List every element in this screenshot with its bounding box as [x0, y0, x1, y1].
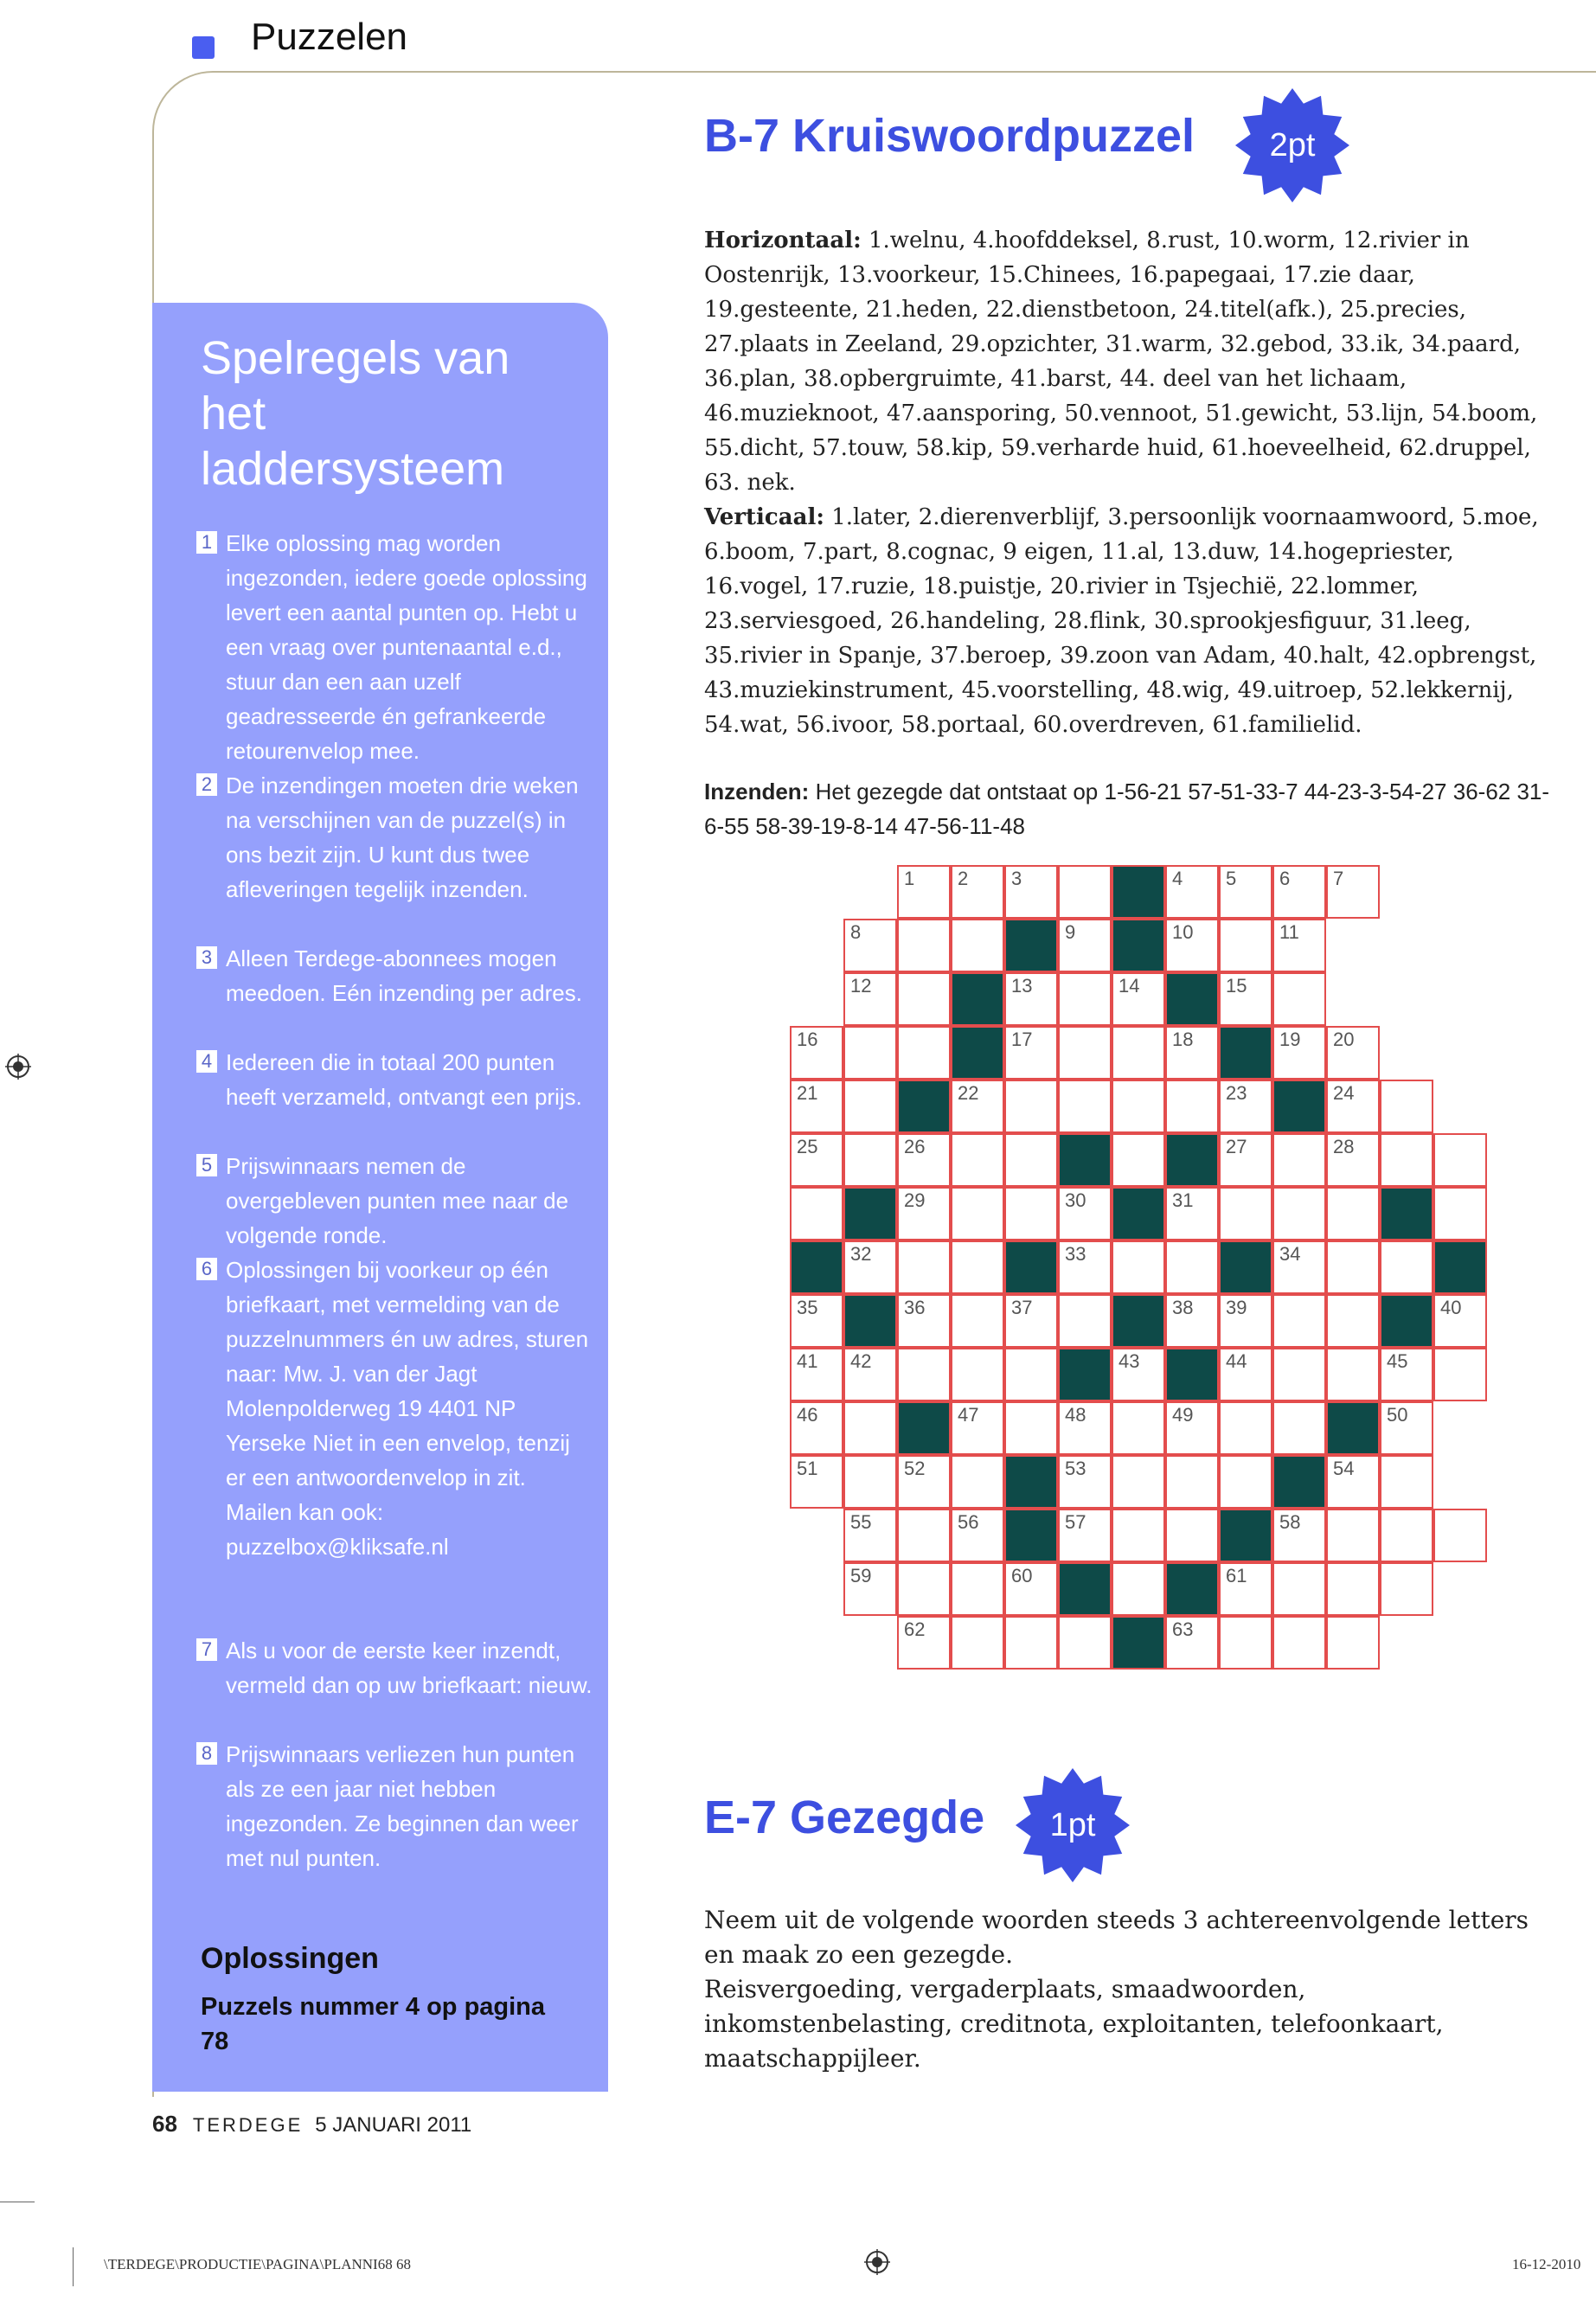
cell-number: 27 — [1226, 1136, 1247, 1157]
print-slug-date: 16-12-2010 — [1512, 2256, 1581, 2272]
cell-number: 28 — [1333, 1136, 1355, 1157]
cell-number: 22 — [958, 1082, 979, 1104]
grid-cell[interactable] — [897, 1294, 951, 1348]
grid-block — [1326, 1401, 1380, 1455]
magazine-name: TERDEGE — [192, 2114, 304, 2136]
grid-cell[interactable] — [843, 1080, 897, 1133]
grid-cell[interactable] — [1165, 1455, 1219, 1509]
grid-cell[interactable] — [1004, 1187, 1058, 1240]
section-title: Puzzelen — [251, 16, 408, 58]
rule-text: De inzendingen moeten drie weken na verschijnen van de puzzel(s) in ons bezit zijn. U kunt dus twee afleveringen tegelijk inzenden. — [226, 772, 579, 902]
cell-number: 19 — [1279, 1029, 1301, 1050]
grid-cell[interactable] — [1219, 1294, 1272, 1348]
grid-cell[interactable] — [1219, 1133, 1272, 1187]
grid-cell[interactable] — [843, 1562, 897, 1616]
grid-block — [843, 1294, 897, 1348]
grid-cell[interactable] — [897, 1240, 951, 1294]
grid-cell[interactable] — [1380, 1133, 1433, 1187]
grid-block — [1112, 1187, 1165, 1240]
cell-number: 52 — [904, 1458, 926, 1479]
page-number: 68 — [152, 2111, 177, 2137]
grid-cell[interactable] — [1112, 1509, 1165, 1562]
cell-number: 30 — [1065, 1189, 1086, 1211]
grid-cell[interactable] — [951, 1240, 1004, 1294]
grid-cell[interactable] — [951, 1455, 1004, 1509]
grid-cell[interactable] — [1058, 1455, 1112, 1509]
cell-number: 44 — [1226, 1350, 1247, 1372]
grid-block — [951, 1026, 1004, 1080]
grid-block — [1272, 1080, 1326, 1133]
cell-number: 7 — [1333, 868, 1344, 889]
grid-cell[interactable] — [790, 1026, 843, 1080]
grid-cell[interactable] — [1219, 865, 1272, 919]
grid-cell[interactable] — [1058, 1401, 1112, 1455]
grid-cell[interactable] — [843, 919, 897, 972]
grid-block — [897, 1401, 951, 1455]
grid-cell[interactable] — [1272, 1240, 1326, 1294]
grid-cell[interactable] — [1272, 1562, 1326, 1616]
cell-number: 36 — [904, 1297, 926, 1318]
grid-cell[interactable] — [843, 1509, 897, 1562]
rule-text: Elke oplossing mag worden ingezonden, iedere goede oplossing levert een aantal punten op. Hebt u een vraag over puntenaantal e.d., stuur dan een aan uzelf geadresseerde én gefrankeerde retourenvelop mee. — [226, 530, 587, 764]
grid-cell[interactable] — [1165, 1187, 1219, 1240]
grid-cell[interactable] — [1165, 1401, 1219, 1455]
grid-cell[interactable] — [1058, 1080, 1112, 1133]
cell-number: 63 — [1172, 1618, 1194, 1640]
oplossingen-subtitle: Puzzels nummer 4 op pagina 78 — [201, 1993, 546, 2055]
gezegde-words: Reisvergoeding, vergaderplaats, smaadwoorden, inkomstenbelasting, creditnota, exploitanten, telefoonkaart, maatschappijleer. — [704, 1975, 1444, 2073]
grid-cell[interactable] — [1165, 1294, 1219, 1348]
cell-number: 41 — [797, 1350, 818, 1372]
cell-number: 1 — [904, 868, 915, 889]
cell-number: 47 — [958, 1404, 979, 1426]
grid-cell[interactable] — [1272, 1133, 1326, 1187]
grid-block — [1004, 1455, 1058, 1509]
grid-block — [1380, 1187, 1433, 1240]
cell-number: 38 — [1172, 1297, 1194, 1318]
cell-number: 34 — [1279, 1243, 1301, 1265]
cell-number: 25 — [797, 1136, 818, 1157]
rule-number: 8 — [196, 1742, 217, 1765]
cell-number: 23 — [1226, 1082, 1247, 1104]
grid-cell[interactable] — [1165, 1509, 1219, 1562]
grid-block — [790, 1240, 843, 1294]
grid-cell[interactable] — [790, 1080, 843, 1133]
grid-cell[interactable] — [1380, 1562, 1433, 1616]
rule-text: Prijswinnaars nemen de overgebleven punten mee naar de volgende ronde. — [226, 1153, 569, 1248]
cell-number: 31 — [1172, 1189, 1194, 1211]
cell-number: 6 — [1279, 868, 1291, 889]
grid-cell[interactable] — [1004, 1080, 1058, 1133]
cell-number: 61 — [1226, 1565, 1247, 1586]
cell-number: 35 — [797, 1297, 818, 1318]
grid-cell[interactable] — [1272, 972, 1326, 1026]
oplossingen-title: Oplossingen — [201, 1942, 379, 1975]
cell-number: 13 — [1011, 975, 1033, 997]
cell-number: 62 — [904, 1618, 926, 1640]
cell-number: 40 — [1440, 1297, 1462, 1318]
grid-cell[interactable] — [1219, 1187, 1272, 1240]
cell-number: 39 — [1226, 1297, 1247, 1318]
grid-cell[interactable] — [1272, 865, 1326, 919]
cell-number: 14 — [1118, 975, 1140, 997]
grid-cell[interactable] — [1433, 1133, 1487, 1187]
grid-cell[interactable] — [1219, 1080, 1272, 1133]
rule-4 — [196, 1045, 594, 1114]
rule-2 — [196, 768, 594, 907]
cell-number: 56 — [958, 1511, 979, 1533]
grid-cell[interactable] — [1326, 1509, 1380, 1562]
grid-cell[interactable] — [951, 1348, 1004, 1401]
grid-cell[interactable] — [1433, 1294, 1487, 1348]
grid-cell[interactable] — [1004, 1294, 1058, 1348]
rule-number: 6 — [196, 1258, 217, 1280]
grid-cell[interactable] — [951, 1187, 1004, 1240]
grid-cell[interactable] — [1112, 1133, 1165, 1187]
grid-cell[interactable] — [1326, 865, 1380, 919]
rule-7 — [196, 1633, 594, 1702]
puzzle1-title: B-7 Kruiswoordpuzzel — [704, 110, 1195, 162]
grid-cell[interactable] — [1004, 972, 1058, 1026]
grid-cell[interactable] — [897, 865, 951, 919]
grid-cell[interactable] — [897, 972, 951, 1026]
grid-cell[interactable] — [897, 1616, 951, 1670]
gezegde-text — [704, 1903, 1561, 2076]
grid-cell[interactable] — [843, 1348, 897, 1401]
cell-number: 43 — [1118, 1350, 1140, 1372]
grid-cell[interactable] — [1272, 1294, 1326, 1348]
grid-cell[interactable] — [1112, 1026, 1165, 1080]
grid-cell[interactable] — [1165, 919, 1219, 972]
verticaal-clues: 1.later, 2.dierenverblijf, 3.persoonlijk voornaamwoord, 5.moe, 6.boom, 7.part, 8.cognac, 9 eigen, 11.al, 13.duw, 14.hogepriester, 16.vogel, 17.ruzie, 18.puistje, 20.rivier in Tsjechië, 22.lommer, 23.serviesgoed, 26.handeling, 28.flink, 30.sprookjesfiguur, 31.leeg, 35.rivier in Spanje, 37.beroep, 39.zoon van Adam, 40.halt, 42.opbrengst, 43.muziekinstrument, 45.voorstelling, 48.wig, 49.uitroep, 52.lekkernij, 54.wat, 56.ivoor, 58.portaal, 60.overdreven, 61.familielid. — [704, 504, 1539, 738]
grid-cell[interactable] — [843, 1455, 897, 1509]
grid-block — [1219, 1509, 1272, 1562]
grid-cell[interactable] — [1272, 1616, 1326, 1670]
grid-cell[interactable] — [1004, 1401, 1058, 1455]
grid-cell[interactable] — [951, 1080, 1004, 1133]
grid-cell[interactable] — [1433, 1348, 1487, 1401]
gezegde-intro: Neem uit de volgende woorden steeds 3 achtereenvolgende letters en maak zo een gezegde. — [704, 1906, 1529, 1969]
rule-number: 4 — [196, 1050, 217, 1073]
grid-cell[interactable] — [1272, 1401, 1326, 1455]
cell-number: 57 — [1065, 1511, 1086, 1533]
inzenden-label: Inzenden: — [704, 779, 810, 804]
grid-cell[interactable] — [951, 1401, 1004, 1455]
grid-cell[interactable] — [843, 1133, 897, 1187]
grid-cell[interactable] — [1112, 1240, 1165, 1294]
grid-cell[interactable] — [1380, 1240, 1433, 1294]
horizontaal-label: Horizontaal: — [704, 228, 862, 253]
grid-cell[interactable] — [1004, 1348, 1058, 1401]
rule-text: Oplossingen bij voorkeur op één briefkaart, met vermelding van de puzzelnummers én uw adres, sturen naar: Mw. J. van der Jagt Molenpolderweg 19 4401 NP Yerseke Niet in een envelop, tenzij er een antwoordenvelop in zit. Mailen kan ook: puzzelbox@kliksafe.nl — [226, 1257, 589, 1560]
grid-cell[interactable] — [790, 1133, 843, 1187]
cell-number: 11 — [1279, 921, 1299, 943]
grid-cell[interactable] — [1165, 1616, 1219, 1670]
grid-cell[interactable] — [1219, 1562, 1272, 1616]
grid-cell[interactable] — [1219, 1455, 1272, 1509]
grid-cell[interactable] — [1272, 1187, 1326, 1240]
grid-cell[interactable] — [843, 1026, 897, 1080]
grid-block — [1219, 1240, 1272, 1294]
grid-cell[interactable] — [1004, 1562, 1058, 1616]
grid-block — [1112, 1294, 1165, 1348]
grid-cell[interactable] — [843, 1401, 897, 1455]
cell-number: 58 — [1279, 1511, 1301, 1533]
grid-cell[interactable] — [951, 1616, 1004, 1670]
grid-cell[interactable] — [897, 1455, 951, 1509]
grid-cell[interactable] — [790, 1294, 843, 1348]
grid-cell[interactable] — [1112, 1348, 1165, 1401]
cell-number: 29 — [904, 1189, 926, 1211]
grid-cell[interactable] — [1433, 1509, 1487, 1562]
cell-number: 16 — [797, 1029, 818, 1050]
rule-number: 5 — [196, 1154, 217, 1176]
rule-5 — [196, 1149, 594, 1253]
registration-mark-icon — [864, 2249, 890, 2275]
grid-cell[interactable] — [1058, 1187, 1112, 1240]
grid-cell[interactable] — [1326, 1348, 1380, 1401]
grid-cell[interactable] — [1326, 1616, 1380, 1670]
grid-cell[interactable] — [897, 1026, 951, 1080]
puzzle2-title: E-7 Gezegde — [704, 1791, 985, 1843]
grid-cell[interactable] — [1219, 1616, 1272, 1670]
grid-cell[interactable] — [897, 1133, 951, 1187]
grid-block — [1112, 865, 1165, 919]
grid-cell[interactable] — [1112, 1455, 1165, 1509]
grid-cell[interactable] — [1058, 919, 1112, 972]
grid-cell[interactable] — [1004, 865, 1058, 919]
grid-cell[interactable] — [790, 1455, 843, 1509]
inzenden-instructions: Het gezegde dat ontstaat op 1-56-21 57-51-33-7 44-23-3-54-27 36-62 31-6-55 58-39-19-8-14 47-56-11-48 — [704, 779, 1550, 839]
grid-cell[interactable] — [1219, 1348, 1272, 1401]
cell-number: 50 — [1387, 1404, 1408, 1426]
grid-block — [1004, 1240, 1058, 1294]
grid-cell[interactable] — [1272, 919, 1326, 972]
grid-block — [1004, 1509, 1058, 1562]
grid-block — [1058, 1133, 1112, 1187]
grid-block — [1433, 1240, 1487, 1294]
grid-cell[interactable] — [897, 1562, 951, 1616]
page-footer — [152, 2111, 471, 2138]
grid-cell[interactable] — [1112, 1562, 1165, 1616]
cell-number: 12 — [850, 975, 872, 997]
grid-block — [1380, 1294, 1433, 1348]
grid-block — [897, 1080, 951, 1133]
cell-number: 2 — [958, 868, 969, 889]
grid-block — [1112, 919, 1165, 972]
grid-block — [1165, 1133, 1219, 1187]
sidebar-title: Spelregels van het laddersysteem — [201, 332, 510, 495]
cell-number: 20 — [1333, 1029, 1355, 1050]
grid-cell[interactable] — [790, 1401, 843, 1455]
grid-cell[interactable] — [897, 1348, 951, 1401]
grid-block — [1058, 1348, 1112, 1401]
cell-number: 42 — [850, 1350, 872, 1372]
grid-cell[interactable] — [1380, 1080, 1433, 1133]
grid-cell[interactable] — [1165, 1026, 1219, 1080]
horizontaal-clues: 1.welnu, 4.hoofddeksel, 8.rust, 10.worm, 12.rivier in Oostenrijk, 13.voorkeur, 15.Chinees, 16.papegaai, 17.zie daar, 19.gesteente, 21.heden, 22.dienstbetoon, 24.titel(afk.), 25.precies, 27.plaats in Zeeland, 29.opzichter, 31.warm, 32.gebod, 33.ik, 34.paard, 36.plan, 38.opbergruimte, 41.barst, 44. deel van het lichaam, 46.muzieknoot, 47.aansporing, 50.vennoot, 51.gewicht, 53.lijn, 54.boom, 55.dicht, 57.touw, 58.kip, 59.verharde huid, 61.hoeveelheid, 62.druppel, 63. nek. — [704, 228, 1538, 496]
grid-cell[interactable] — [951, 1133, 1004, 1187]
cell-number: 32 — [850, 1243, 872, 1265]
grid-block — [1165, 972, 1219, 1026]
crop-mark — [73, 2247, 74, 2286]
rule-text: Als u voor de eerste keer inzendt, vermeld dan op uw briefkaart: nieuw. — [226, 1638, 593, 1698]
grid-block — [1058, 1562, 1112, 1616]
grid-cell[interactable] — [1112, 972, 1165, 1026]
grid-cell[interactable] — [951, 919, 1004, 972]
grid-cell[interactable] — [1380, 1401, 1433, 1455]
grid-cell[interactable] — [1058, 972, 1112, 1026]
grid-cell[interactable] — [1219, 972, 1272, 1026]
verticaal-label: Verticaal: — [704, 504, 824, 530]
grid-block — [1272, 1455, 1326, 1509]
cell-number: 24 — [1333, 1082, 1355, 1104]
rule-text: Prijswinnaars verliezen hun punten als ze een jaar niet hebben ingezonden. Ze beginnen dan weer met nul punten. — [226, 1741, 579, 1871]
grid-cell[interactable] — [1165, 1240, 1219, 1294]
cell-number: 9 — [1065, 921, 1076, 943]
grid-block — [1165, 1348, 1219, 1401]
rule-3 — [196, 941, 594, 1010]
grid-cell[interactable] — [1272, 1026, 1326, 1080]
cell-number: 18 — [1172, 1029, 1194, 1050]
grid-block — [1165, 1562, 1219, 1616]
grid-cell[interactable] — [1219, 1401, 1272, 1455]
puzzle2-points: 1pt — [1049, 1807, 1096, 1843]
grid-cell[interactable] — [897, 1509, 951, 1562]
cell-number: 46 — [797, 1404, 818, 1426]
rule-number: 2 — [196, 773, 217, 796]
issue-date: 5 JANUARI 2011 — [315, 2113, 472, 2137]
grid-cell[interactable] — [1380, 1348, 1433, 1401]
grid-cell[interactable] — [1058, 1026, 1112, 1080]
grid-cell[interactable] — [951, 865, 1004, 919]
cell-number: 21 — [797, 1082, 818, 1104]
grid-cell[interactable] — [1004, 1133, 1058, 1187]
grid-cell[interactable] — [790, 1348, 843, 1401]
registration-mark-icon — [5, 1054, 31, 1080]
grid-cell[interactable] — [843, 972, 897, 1026]
grid-cell[interactable] — [897, 919, 951, 972]
grid-cell[interactable] — [1326, 1026, 1380, 1080]
grid-cell[interactable] — [1272, 1348, 1326, 1401]
grid-cell[interactable] — [1004, 1616, 1058, 1670]
grid-cell[interactable] — [951, 1562, 1004, 1616]
cell-number: 17 — [1011, 1029, 1033, 1050]
grid-block — [1112, 1616, 1165, 1670]
grid-cell[interactable] — [1326, 1240, 1380, 1294]
grid-block — [1004, 919, 1058, 972]
cell-number: 54 — [1333, 1458, 1355, 1479]
grid-cell[interactable] — [1326, 1133, 1380, 1187]
cell-number: 53 — [1065, 1458, 1086, 1479]
cell-number: 33 — [1065, 1243, 1086, 1265]
clues-text — [704, 223, 1561, 742]
cell-number: 26 — [904, 1136, 926, 1157]
grid-cell[interactable] — [1326, 1294, 1380, 1348]
grid-cell[interactable] — [1433, 1187, 1487, 1240]
grid-cell[interactable] — [1058, 1294, 1112, 1348]
grid-cell[interactable] — [1058, 1616, 1112, 1670]
rule-8 — [196, 1737, 594, 1875]
cell-number: 51 — [797, 1458, 818, 1479]
grid-cell[interactable] — [1112, 1401, 1165, 1455]
inzenden-text — [704, 774, 1569, 843]
grid-cell[interactable] — [1326, 1080, 1380, 1133]
rule-text: Iedereen die in totaal 200 punten heeft verzameld, ontvangt een prijs. — [226, 1049, 582, 1110]
points-burst-icon — [1012, 1765, 1133, 1886]
rule-number: 1 — [196, 531, 217, 554]
cell-number: 10 — [1172, 921, 1194, 943]
cell-number: 15 — [1226, 975, 1247, 997]
cell-number: 55 — [850, 1511, 872, 1533]
grid-cell[interactable] — [951, 1509, 1004, 1562]
print-slug-path: \TERDEGE\PRODUCTIE\PAGINA\PLANNI68 68 — [104, 2256, 411, 2272]
rule-number: 7 — [196, 1638, 217, 1661]
grid-cell[interactable] — [1165, 865, 1219, 919]
grid-cell[interactable] — [1219, 919, 1272, 972]
puzzle1-points: 2pt — [1269, 127, 1316, 163]
points-burst-icon — [1232, 85, 1353, 206]
cell-number: 4 — [1172, 868, 1183, 889]
rule-text: Alleen Terdege-abonnees mogen meedoen. Eén inzending per adres. — [226, 945, 582, 1006]
cell-number: 45 — [1387, 1350, 1408, 1372]
grid-block — [843, 1187, 897, 1240]
grid-cell[interactable] — [1380, 1509, 1433, 1562]
grid-cell[interactable] — [843, 1240, 897, 1294]
grid-cell[interactable] — [1380, 1455, 1433, 1509]
rule-1 — [196, 526, 594, 768]
cell-number: 5 — [1226, 868, 1237, 889]
cell-number: 59 — [850, 1565, 872, 1586]
grid-cell[interactable] — [1326, 1455, 1380, 1509]
section-marker — [192, 36, 215, 59]
cell-number: 49 — [1172, 1404, 1194, 1426]
grid-cell[interactable] — [1326, 1562, 1380, 1616]
grid-cell[interactable] — [1058, 1240, 1112, 1294]
rule-6 — [196, 1253, 594, 1564]
grid-cell[interactable] — [1165, 1080, 1219, 1133]
grid-cell[interactable] — [1112, 1080, 1165, 1133]
rule-number: 3 — [196, 946, 217, 969]
grid-block — [951, 972, 1004, 1026]
grid-cell[interactable] — [790, 1187, 843, 1240]
grid-cell[interactable] — [1058, 865, 1112, 919]
grid-cell[interactable] — [1058, 1509, 1112, 1562]
cell-number: 8 — [850, 921, 862, 943]
cell-number: 37 — [1011, 1297, 1033, 1318]
cell-number: 48 — [1065, 1404, 1086, 1426]
cell-number: 60 — [1011, 1565, 1033, 1586]
grid-cell[interactable] — [897, 1187, 951, 1240]
grid-block — [1219, 1026, 1272, 1080]
grid-cell[interactable] — [1272, 1509, 1326, 1562]
grid-cell[interactable] — [1004, 1026, 1058, 1080]
grid-cell[interactable] — [1326, 1187, 1380, 1240]
cell-number: 3 — [1011, 868, 1022, 889]
grid-cell[interactable] — [951, 1294, 1004, 1348]
